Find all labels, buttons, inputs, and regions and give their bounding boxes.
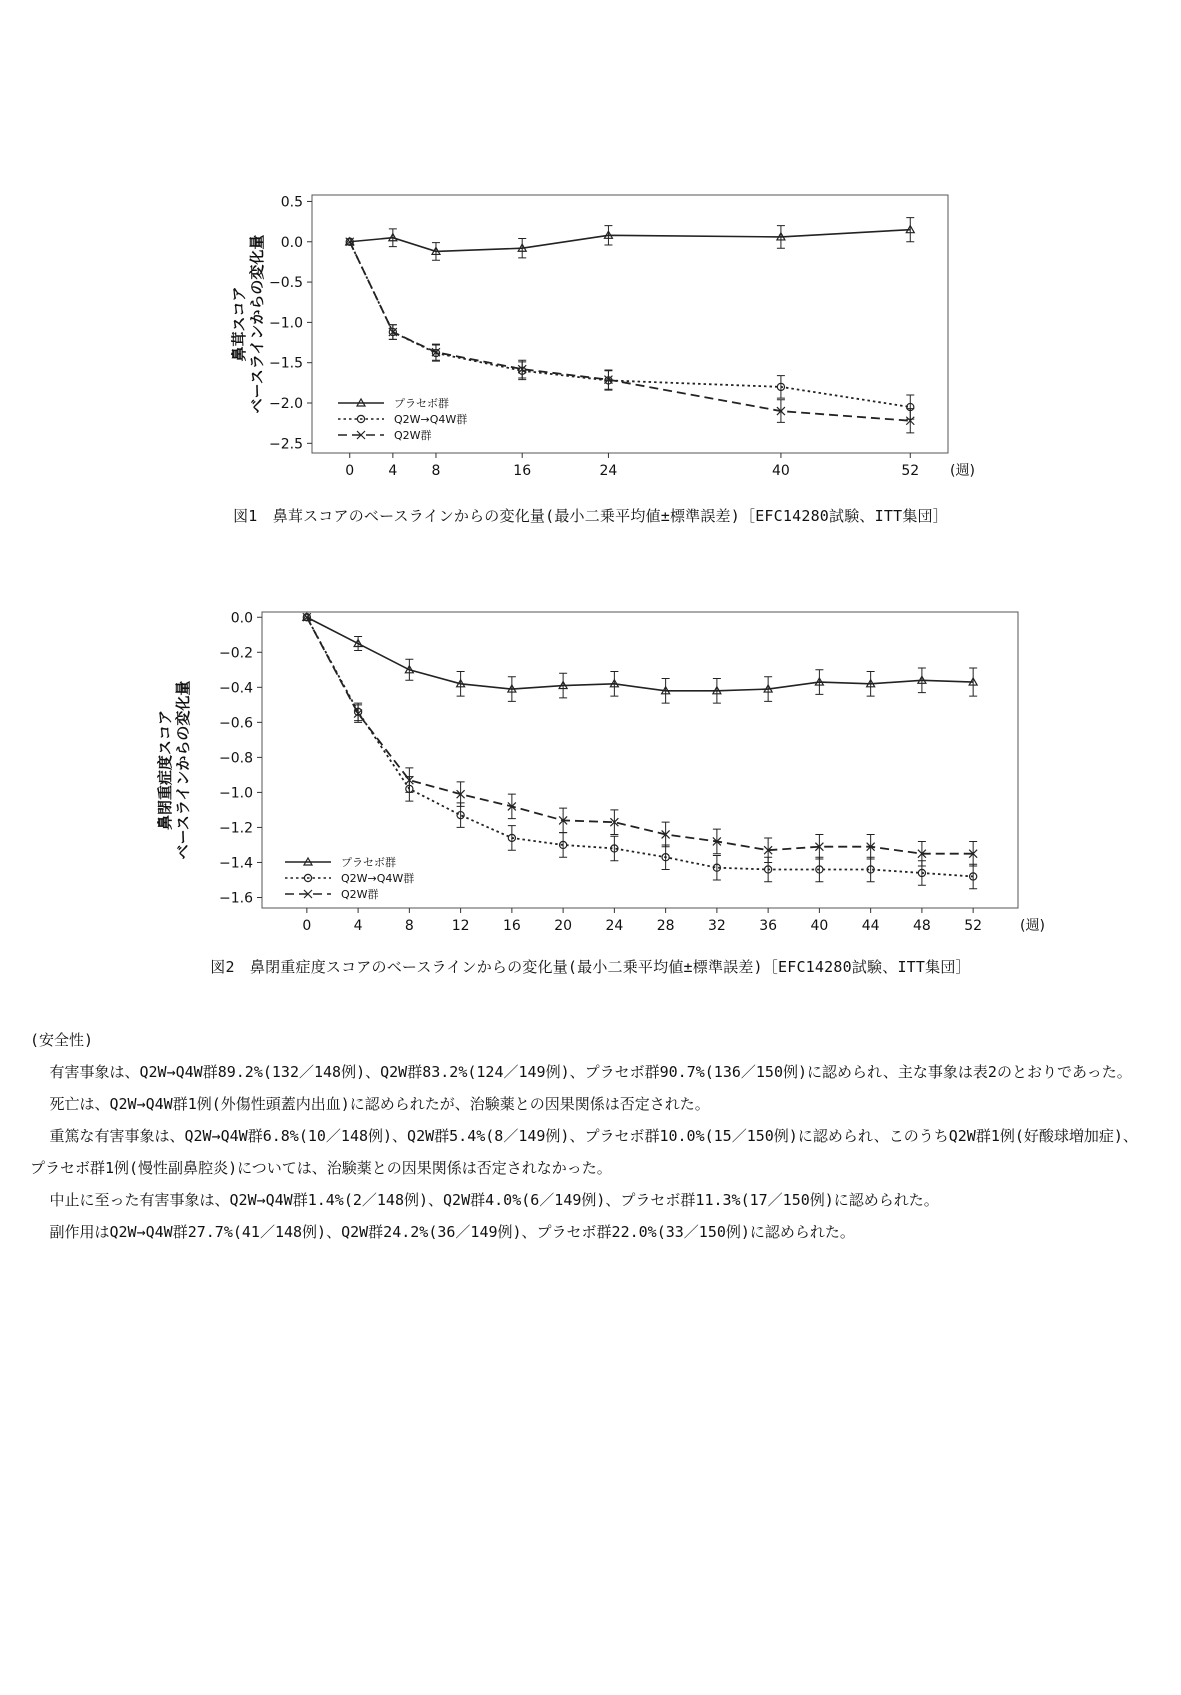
chart2-series-0 bbox=[303, 613, 977, 703]
chart2-xtick-label: 44 bbox=[861, 918, 880, 934]
chart2-series-line bbox=[307, 617, 973, 876]
chart2-xaxis-unit-label: (週) bbox=[1020, 918, 1045, 934]
chart1-xaxis-unit-label: (週) bbox=[950, 463, 975, 479]
chart2-error-bar bbox=[559, 833, 567, 858]
chart1-yaxis-label-line2: ベースラインからの変化量 bbox=[248, 234, 266, 414]
chart1-ytick-label: −2.5 bbox=[269, 436, 303, 453]
chart2-error-bar bbox=[815, 857, 823, 882]
chart1-xtick-label: 52 bbox=[901, 463, 920, 479]
chart2-ytick-label: −1.0 bbox=[219, 785, 253, 802]
chart1-ytick-label: 0.5 bbox=[280, 194, 303, 211]
chart2-xtick-label: 32 bbox=[707, 918, 726, 934]
chart1-legend-label: Q2W→Q4W群 bbox=[394, 413, 468, 426]
safety-heading: (安全性) bbox=[30, 1031, 94, 1049]
chart2-series-2 bbox=[303, 613, 977, 866]
chart1-xtick-label: 4 bbox=[388, 463, 398, 479]
chart1-xtick-label: 40 bbox=[772, 463, 790, 479]
chart2-ytick-label: 0.0 bbox=[230, 610, 253, 627]
chart1-legend-label: プラセボ群 bbox=[394, 397, 449, 410]
chart2-xtick-label: 52 bbox=[964, 918, 983, 934]
chart2-xtick-label: 24 bbox=[605, 918, 624, 934]
chart1-ytick-label: −2.0 bbox=[269, 396, 303, 413]
chart2-xtick-label: 40 bbox=[810, 918, 829, 934]
chart2-error-bar bbox=[508, 826, 516, 851]
chart1-ytick-label: 0.0 bbox=[280, 234, 303, 251]
chart2-xtick-label: 20 bbox=[554, 918, 573, 934]
chart2-error-bar bbox=[662, 845, 670, 870]
figure1-caption: 図1 鼻茸スコアのベースラインからの変化量(最小二乗平均値±標準誤差)［EFC14280試験、ITT集団］ bbox=[233, 507, 948, 525]
figure2-caption: 図2 鼻閉重症度スコアのベースラインからの変化量(最小二乗平均値±標準誤差)［EFC14280試験、ITT集団］ bbox=[210, 958, 971, 976]
chart1-ytick-label: −1.5 bbox=[269, 355, 303, 372]
chart1-ytick-label: −1.0 bbox=[269, 315, 303, 332]
chart2-yaxis-label-line1: 鼻閉重症度スコア bbox=[156, 709, 174, 831]
chart2-xtick-label: 12 bbox=[451, 918, 470, 934]
safety-paragraph-death: 死亡は、Q2W→Q4W群1例(外傷性頭蓋内出血)に認められたが、治験薬との因果関係は否定された。 bbox=[49, 1095, 710, 1113]
safety-paragraph-discontinuation: 中止に至った有害事象は、Q2W→Q4W群1.4%(2／148例)、Q2W群4.0%(6／149例)、プラセボ群11.3%(17／150例)に認められた。 bbox=[49, 1191, 939, 1209]
chart2-ytick-label: −0.6 bbox=[219, 715, 253, 732]
chart2-error-bar bbox=[969, 864, 977, 889]
chart2-legend-label: Q2W群 bbox=[341, 888, 379, 901]
chart1-xtick-label: 16 bbox=[513, 463, 532, 479]
chart1-xtick-label: 0 bbox=[345, 463, 355, 479]
chart2-yaxis-label-line2: ベースラインからの変化量 bbox=[174, 680, 192, 860]
chart2-xtick-label: 48 bbox=[912, 918, 931, 934]
safety-paragraph-serious: 重篤な有害事象は、Q2W→Q4W群6.8%(10／148例)、Q2W群5.4%(8／149例)、プラセボ群10.0%(15／150例)に認められ、このうちQ2W群1例(好酸球増加症)、プラセボ群1例(慢性副鼻腔炎)については、治験薬との因果関係は否定されなかった。 bbox=[30, 1127, 1138, 1177]
chart2-xtick-label: 36 bbox=[759, 918, 778, 934]
safety-paragraph-adverse-events: 有害事象は、Q2W→Q4W群89.2%(132／148例)、Q2W群83.2%(124／149例)、プラセボ群90.7%(136／150例)に認められ、主な事象は表2のとおりであった。 bbox=[49, 1063, 1132, 1081]
chart1-yaxis-label-line1: 鼻茸スコア bbox=[230, 286, 248, 362]
chart2-legend-label: Q2W→Q4W群 bbox=[341, 872, 415, 885]
chart1-xtick-label: 8 bbox=[431, 463, 441, 479]
chart2-xtick-label: 4 bbox=[353, 918, 363, 934]
chart2-legend-label: プラセボ群 bbox=[341, 856, 396, 869]
chart2-xtick-label: 8 bbox=[404, 918, 414, 934]
chart1-xtick-label: 24 bbox=[599, 463, 618, 479]
chart1-legend-label: Q2W群 bbox=[394, 429, 432, 442]
chart2-xtick-label: 16 bbox=[502, 918, 521, 934]
chart2-series-line bbox=[307, 617, 973, 853]
chart2-series-1 bbox=[303, 614, 977, 889]
chart1-ytick-label: −0.5 bbox=[269, 275, 303, 292]
chart2-xtick-label: 28 bbox=[656, 918, 675, 934]
safety-section bbox=[30, 1024, 1152, 1248]
chart2-ytick-label: −0.4 bbox=[219, 680, 253, 697]
safety-paragraph-side-effects: 副作用はQ2W→Q4W群27.7%(41／148例)、Q2W群24.2%(36／149例)、プラセボ群22.0%(33／150例)に認められた。 bbox=[49, 1223, 855, 1241]
chart2-xtick-label: 0 bbox=[302, 918, 312, 934]
chart2-ytick-label: −1.6 bbox=[219, 890, 253, 907]
chart2-ytick-label: −0.2 bbox=[219, 645, 253, 662]
chart2-ytick-label: −0.8 bbox=[219, 750, 253, 767]
chart2-ytick-label: −1.4 bbox=[219, 855, 253, 872]
chart2-series-line bbox=[307, 617, 973, 691]
chart2-ytick-label: −1.2 bbox=[219, 820, 253, 837]
